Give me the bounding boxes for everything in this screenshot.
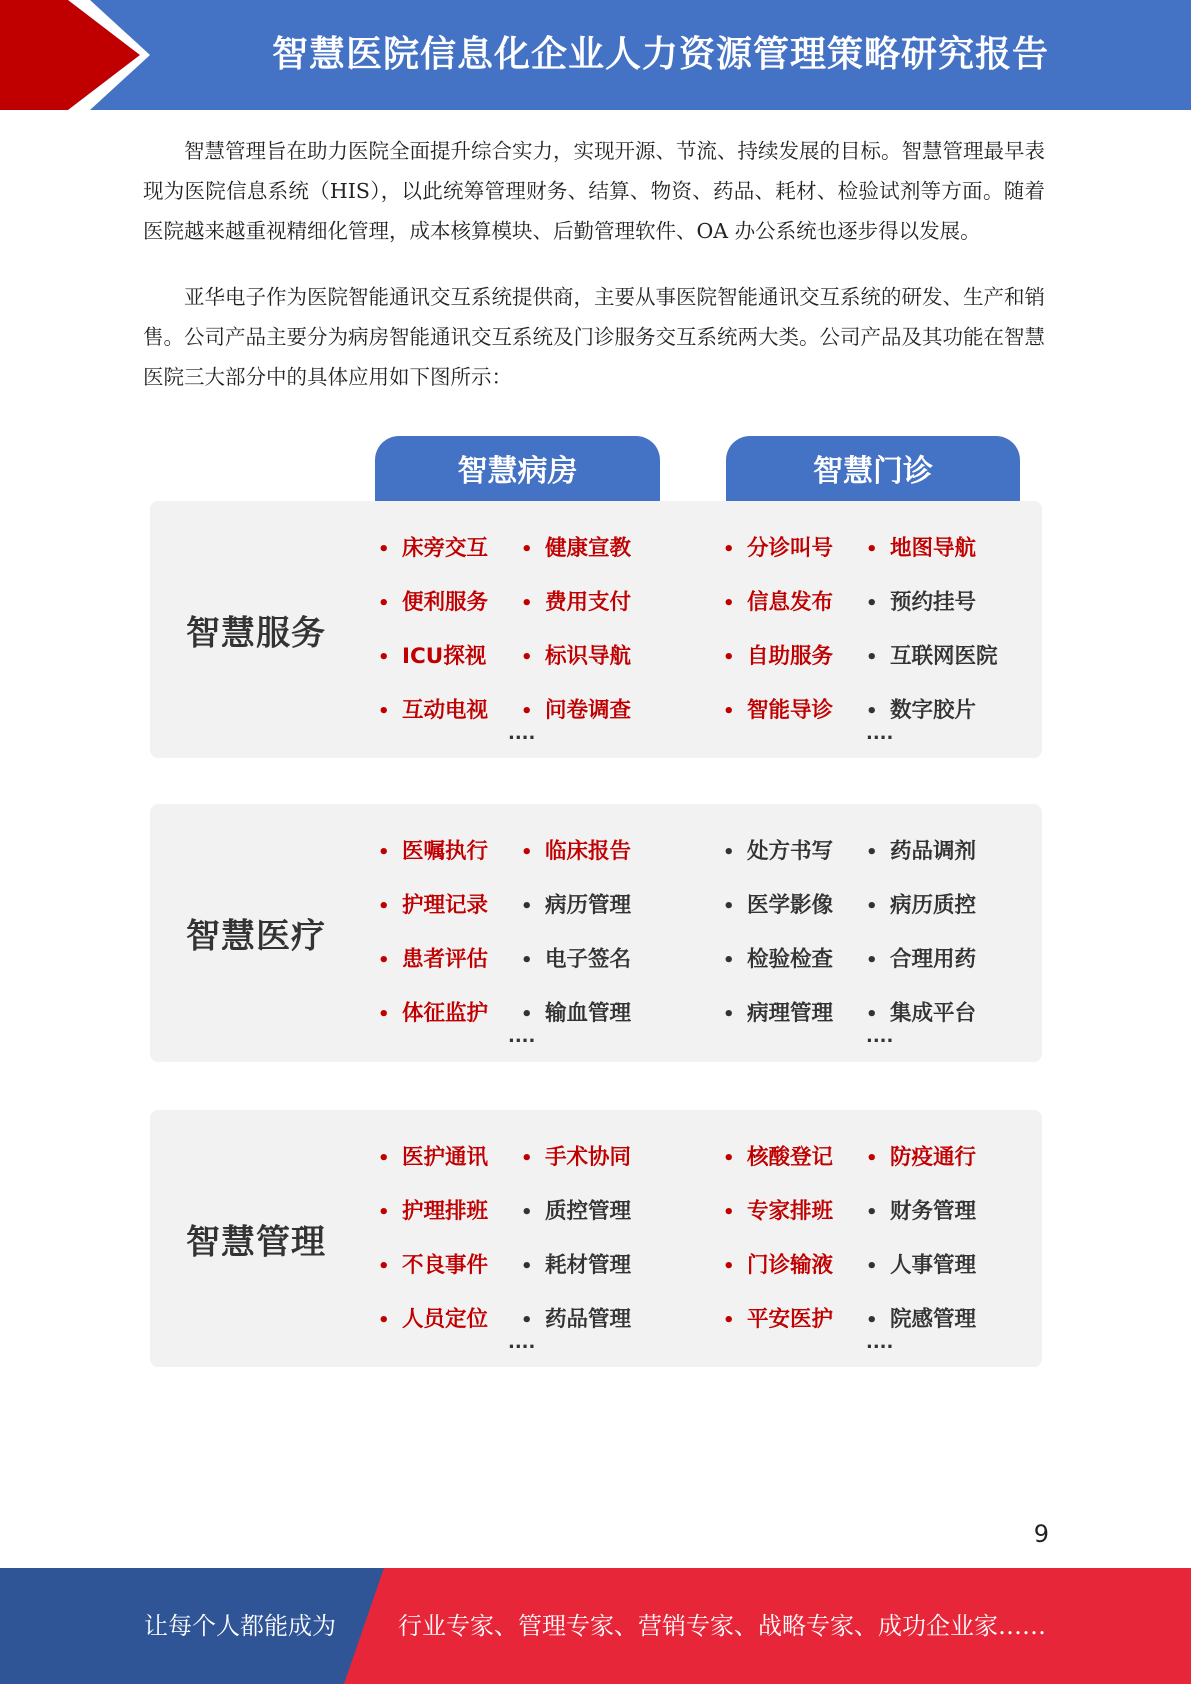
bullet-icon: •: [723, 950, 735, 971]
feature-item: [866, 1140, 976, 1171]
bullet-icon: •: [378, 539, 390, 560]
feature-item: [723, 693, 833, 724]
feature-label: 电子签名: [545, 947, 632, 972]
bullet-icon: •: [521, 701, 533, 722]
bullet-icon: •: [723, 896, 735, 917]
column-tab-smart-clinic: 智慧门诊: [726, 436, 1020, 502]
feature-label: 健康宣教: [545, 536, 632, 561]
bullet-icon: •: [378, 842, 390, 863]
feature-label: 智能导诊: [747, 698, 834, 723]
feature-item: [521, 888, 631, 919]
page-footer: [0, 1568, 1191, 1684]
feature-label: 病历管理: [545, 893, 632, 918]
bullet-icon: •: [866, 539, 878, 560]
more-ellipsis: ....: [866, 1026, 894, 1047]
bullet-icon: •: [378, 1148, 390, 1169]
column-tab-smart-ward: 智慧病房: [375, 436, 660, 502]
feature-item: [866, 585, 976, 616]
feature-label: 专家排班: [747, 1199, 834, 1224]
feature-item: [723, 888, 833, 919]
feature-label: 互联网医院: [890, 644, 998, 669]
feature-label: 核酸登记: [747, 1145, 834, 1170]
feature-item: [723, 996, 833, 1027]
feature-label: 耗材管理: [545, 1253, 632, 1278]
feature-item: [378, 639, 486, 670]
feature-label: 地图导航: [890, 536, 977, 561]
bullet-icon: •: [723, 842, 735, 863]
more-ellipsis: ....: [508, 1026, 536, 1047]
feature-item: [723, 1302, 833, 1333]
feature-label: 检验检查: [747, 947, 834, 972]
feature-label: 平安医护: [747, 1307, 834, 1332]
feature-item: [521, 834, 631, 865]
bullet-icon: •: [723, 1310, 735, 1331]
bullet-icon: •: [866, 842, 878, 863]
bullet-icon: •: [521, 1148, 533, 1169]
bullet-icon: •: [521, 1004, 533, 1025]
feature-item: [866, 888, 976, 919]
feature-item: [866, 639, 998, 670]
bullet-icon: •: [866, 896, 878, 917]
bullet-icon: •: [866, 950, 878, 971]
bullet-icon: •: [378, 1004, 390, 1025]
bullet-icon: •: [378, 1202, 390, 1223]
feature-label: 药品管理: [545, 1307, 632, 1332]
bullet-icon: •: [521, 1256, 533, 1277]
more-ellipsis: ....: [866, 723, 894, 744]
feature-label: 患者评估: [402, 947, 489, 972]
feature-item: [723, 1194, 833, 1225]
feature-label: 人事管理: [890, 1253, 977, 1278]
feature-label: 预约挂号: [890, 590, 977, 615]
bullet-icon: •: [378, 701, 390, 722]
feature-label: 病理管理: [747, 1001, 834, 1026]
feature-item: [378, 1194, 488, 1225]
feature-label: 自助服务: [747, 644, 834, 669]
feature-item: [521, 1194, 631, 1225]
paragraph-yahua-products: 亚华电子作为医院智能通讯交互系统提供商，主要从事医院智能通讯交互系统的研发、生产和销售。公司产品主要分为病房智能通讯交互系统及门诊服务交互系统两大类。公司产品及其功能在智慧医院三大部分中的具体应用如下图所示：: [143, 285, 1045, 389]
bullet-icon: •: [866, 647, 878, 668]
feature-label: 病历质控: [890, 893, 977, 918]
more-ellipsis: ....: [866, 1332, 894, 1353]
feature-item: [723, 834, 833, 865]
bullet-icon: •: [866, 1256, 878, 1277]
feature-label: 体征监护: [402, 1001, 489, 1026]
feature-label: 处方书写: [747, 839, 834, 864]
panel-smart-management: [150, 1110, 1042, 1367]
bullet-icon: •: [378, 896, 390, 917]
feature-label: 床旁交互: [402, 536, 489, 561]
feature-label: 医护通讯: [402, 1145, 489, 1170]
bullet-icon: •: [521, 950, 533, 971]
feature-item: [521, 942, 631, 973]
feature-item: [723, 1140, 833, 1171]
bullet-icon: •: [723, 1004, 735, 1025]
feature-item: [723, 639, 833, 670]
feature-label: 护理排班: [402, 1199, 489, 1224]
bullet-icon: •: [723, 1256, 735, 1277]
feature-item: [521, 996, 631, 1027]
bullet-icon: •: [723, 539, 735, 560]
feature-item: [866, 942, 976, 973]
bullet-icon: •: [521, 1202, 533, 1223]
feature-label: 医学影像: [747, 893, 834, 918]
feature-item: [521, 531, 631, 562]
bullet-icon: •: [723, 647, 735, 668]
footer-slogan-right: 行业专家、管理专家、营销专家、战略专家、成功企业家……: [398, 1612, 1046, 1640]
feature-item: [866, 996, 976, 1027]
feature-item: [723, 531, 833, 562]
feature-item: [378, 531, 488, 562]
feature-item: [866, 693, 976, 724]
feature-label: 防疫通行: [890, 1145, 977, 1170]
feature-label: 门诊输液: [747, 1253, 834, 1278]
more-ellipsis: ....: [508, 723, 536, 744]
more-ellipsis: ....: [508, 1332, 536, 1353]
bullet-icon: •: [866, 593, 878, 614]
feature-item: [378, 888, 488, 919]
bullet-icon: •: [521, 896, 533, 917]
bullet-icon: •: [866, 1148, 878, 1169]
header-red-arrow: [0, 0, 140, 110]
feature-label: 人员定位: [402, 1307, 489, 1332]
bullet-icon: •: [378, 593, 390, 614]
bullet-icon: •: [378, 1310, 390, 1331]
report-header: [0, 0, 1191, 110]
feature-item: [521, 639, 631, 670]
feature-item: [378, 996, 488, 1027]
bullet-icon: •: [723, 1148, 735, 1169]
feature-item: [723, 942, 833, 973]
row-label-smart-service: 智慧服务: [186, 613, 326, 653]
bullet-icon: •: [866, 1310, 878, 1331]
feature-item: [521, 585, 631, 616]
feature-label: 互动电视: [402, 698, 489, 723]
feature-item: [866, 1194, 976, 1225]
feature-label: 标识导航: [545, 644, 632, 669]
feature-item: [378, 1140, 488, 1171]
bullet-icon: •: [723, 1202, 735, 1223]
row-label-smart-medical: 智慧医疗: [186, 916, 326, 957]
bullet-icon: •: [521, 593, 533, 614]
feature-label: 输血管理: [545, 1001, 632, 1026]
feature-item: [521, 1302, 631, 1333]
feature-label: 院感管理: [890, 1307, 977, 1332]
feature-label: ICU探视: [402, 644, 487, 669]
footer-slogan-left: 让每个人都能成为: [144, 1612, 336, 1640]
panel-smart-service: [150, 501, 1042, 758]
bullet-icon: •: [521, 1310, 533, 1331]
feature-label: 信息发布: [747, 590, 834, 615]
feature-label: 合理用药: [890, 947, 977, 972]
feature-item: [723, 1248, 833, 1279]
feature-label: 便利服务: [402, 590, 489, 615]
feature-label: 问卷调查: [545, 698, 632, 723]
feature-label: 费用支付: [545, 590, 632, 615]
feature-item: [378, 834, 488, 865]
bullet-icon: •: [378, 1256, 390, 1277]
bullet-icon: •: [866, 1202, 878, 1223]
feature-label: 集成平台: [890, 1001, 977, 1026]
page-number: 9: [1033, 1520, 1049, 1548]
feature-item: [521, 693, 631, 724]
feature-label: 医嘱执行: [402, 839, 489, 864]
feature-label: 临床报告: [545, 839, 632, 864]
bullet-icon: •: [866, 1004, 878, 1025]
feature-item: [378, 585, 488, 616]
bullet-icon: •: [521, 842, 533, 863]
feature-item: [521, 1140, 631, 1171]
feature-item: [378, 1302, 488, 1333]
feature-label: 数字胶片: [890, 698, 977, 723]
row-label-smart-management: 智慧管理: [186, 1222, 326, 1262]
feature-label: 药品调剂: [890, 839, 977, 864]
feature-item: [723, 585, 833, 616]
bullet-icon: •: [723, 701, 735, 722]
feature-label: 质控管理: [545, 1199, 632, 1224]
feature-label: 护理记录: [402, 893, 489, 918]
feature-label: 不良事件: [402, 1253, 489, 1278]
feature-item: [521, 1248, 631, 1279]
feature-item: [866, 531, 976, 562]
bullet-icon: •: [866, 701, 878, 722]
feature-item: [866, 1248, 976, 1279]
report-title: 智慧医院信息化企业人力资源管理策略研究报告: [271, 34, 1049, 75]
paragraph-smart-management: 智慧管理旨在助力医院全面提升综合实力，实现开源、节流、持续发展的目标。智慧管理最早表现为医院信息系统（HIS），以此统筹管理财务、结算、物资、药品、耗材、检验试剂等方面。随着医院越来越重视精细化管理，成本核算模块、后勤管理软件、OA 办公系统也逐步得以发展。: [143, 139, 1045, 243]
feature-item: [378, 1248, 488, 1279]
panel-smart-medical: [150, 804, 1042, 1062]
bullet-icon: •: [378, 950, 390, 971]
bullet-icon: •: [723, 593, 735, 614]
bullet-icon: •: [521, 539, 533, 560]
feature-item: [866, 1302, 976, 1333]
feature-item: [378, 693, 488, 724]
feature-label: 财务管理: [890, 1199, 977, 1224]
feature-item: [866, 834, 976, 865]
feature-item: [378, 942, 488, 973]
feature-label: 分诊叫号: [747, 536, 834, 561]
bullet-icon: •: [521, 647, 533, 668]
feature-label: 手术协同: [545, 1145, 632, 1170]
bullet-icon: •: [378, 647, 390, 668]
